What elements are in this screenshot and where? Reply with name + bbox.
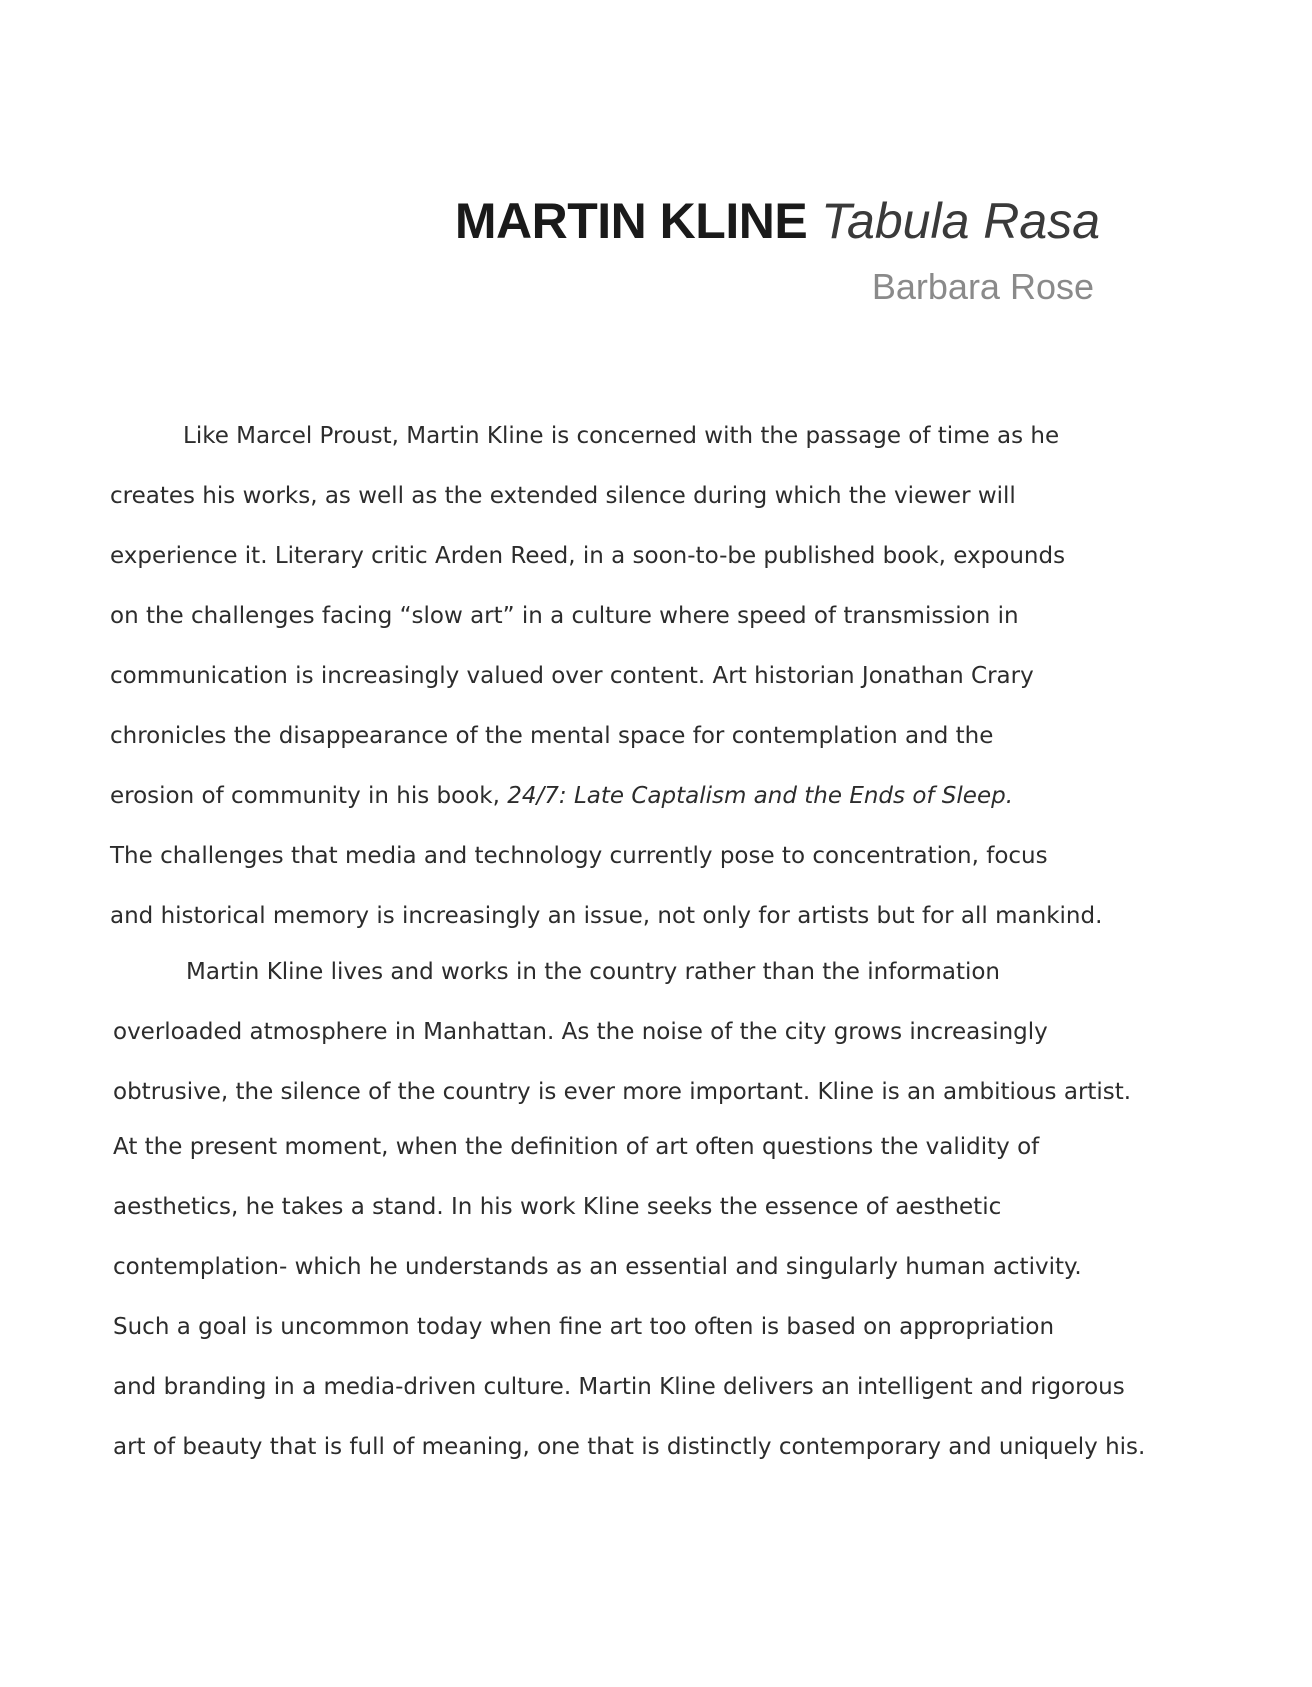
text-line: communication is increasingly valued over content. Art historian Jonathan Crary (110, 663, 1034, 689)
text-line: Martin Kline lives and works in the country rather than the information (186, 959, 1001, 985)
text-line: chronicles the disappearance of the mental space for contemplation and the (110, 723, 994, 749)
text-line: on the challenges facing “slow art” in a culture where speed of transmission in (110, 603, 1019, 629)
artist-name: MARTIN KLINE (454, 193, 808, 249)
text-line: experience it. Literary critic Arden Reed, in a soon-to-be published book, expounds (110, 543, 1066, 569)
text-line: At the present moment, when the definition of art often questions the validity of (113, 1134, 1040, 1160)
book-title: 24/7: Late Captalism and the Ends of Sleep. (507, 783, 1013, 809)
text-line: contemplation- which he understands as an essential and singularly human activity. (113, 1254, 1082, 1280)
text-line: and historical memory is increasingly an issue, not only for artists but for all mankind. (110, 903, 1103, 929)
text-line: The challenges that media and technology currently pose to concentration, focus (110, 843, 1048, 869)
text-line: Like Marcel Proust, Martin Kline is concerned with the passage of time as he (183, 423, 1060, 449)
text-line: art of beauty that is full of meaning, one that is distinctly contemporary and uniquely his. (113, 1434, 1146, 1460)
text-line: overloaded atmosphere in Manhattan. As the noise of the city grows increasingly (113, 1019, 1048, 1045)
text-line: and branding in a media-driven culture. Martin Kline delivers an intelligent and rigorous (113, 1374, 1125, 1400)
author-name: Barbara Rose (871, 266, 1094, 307)
page-title (454, 193, 1100, 249)
text-line: Such a goal is uncommon today when fine art too often is based on appropriation (113, 1314, 1055, 1340)
work-title: Tabula Rasa (821, 193, 1100, 249)
text-line: aesthetics, he takes a stand. In his work Kline seeks the essence of aesthetic (113, 1194, 1002, 1220)
text-line (110, 782, 1013, 810)
text-line: creates his works, as well as the extended silence during which the viewer will (110, 483, 1016, 509)
text-line: obtrusive, the silence of the country is ever more important. Kline is an ambitious artist. (113, 1079, 1132, 1105)
text-segment: erosion of community in his book, (110, 783, 508, 809)
